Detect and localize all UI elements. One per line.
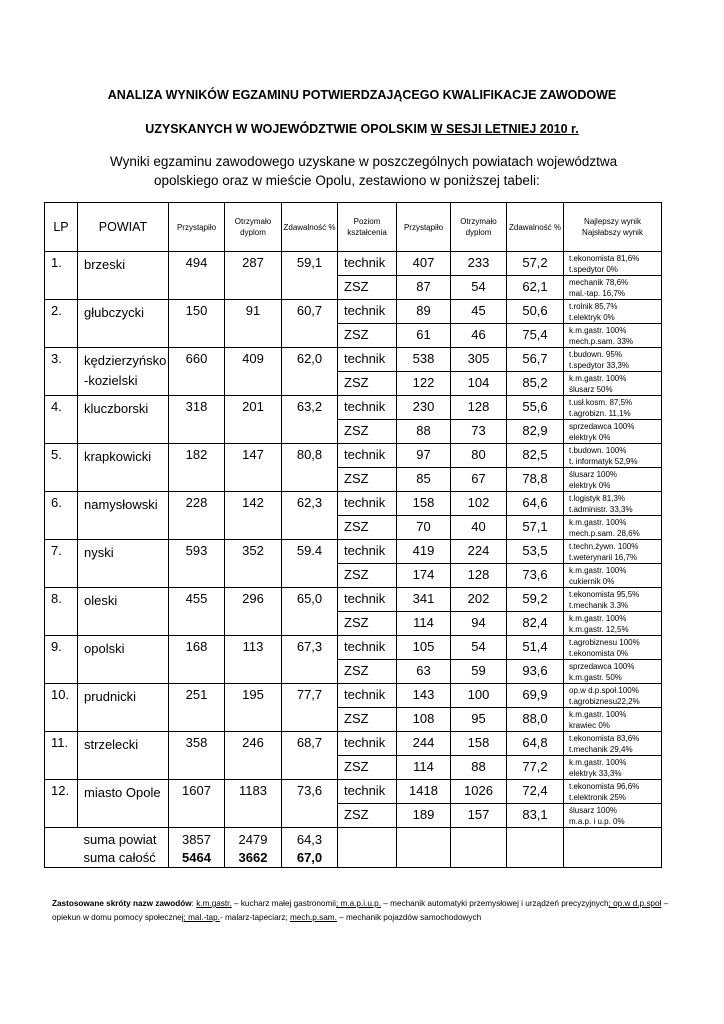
table-row: [45, 732, 662, 756]
header-przystapilo-2: Przystąpiło: [397, 203, 451, 252]
row-przystapilo: 182: [169, 444, 225, 492]
level-przystapilo: 143: [397, 684, 451, 708]
level-zdawalnosc: 82,9: [507, 420, 564, 444]
level-cell: ZSZ: [338, 708, 397, 732]
results-table: [44, 202, 662, 868]
level-cell: technik: [338, 540, 397, 564]
abbr-mechpsam: mech.p.sam.: [290, 913, 337, 922]
row-zdawalnosc: 67,3: [282, 636, 338, 684]
row-otrzymalo: 1183: [225, 780, 282, 828]
summary-otrzymalo: 2479 3662: [225, 828, 282, 868]
best-worst-result: op.w d.p.społ.100% t.agrobiznesu22,2%: [564, 684, 662, 708]
abbr-kmgastr: k.m.gastr.: [196, 899, 232, 908]
table-row: [45, 636, 662, 660]
level-zdawalnosc: 88,0: [507, 708, 564, 732]
best-worst-result: t.usł.kosm. 87,5% t.agrobizn. 11,1%: [564, 396, 662, 420]
row-powiat: miasto Opole: [78, 780, 169, 828]
level-zdawalnosc: 85,2: [507, 372, 564, 396]
level-zdawalnosc: 75,4: [507, 324, 564, 348]
level-cell: technik: [338, 636, 397, 660]
abbr-maltap: ; mal.-tap.: [183, 913, 220, 922]
row-przystapilo: 168: [169, 636, 225, 684]
level-otrzymalo: 128: [451, 396, 507, 420]
row-powiat: brzeski: [78, 252, 169, 300]
row-powiat: nyski: [78, 540, 169, 588]
level-otrzymalo: 88: [451, 756, 507, 780]
level-otrzymalo: 80: [451, 444, 507, 468]
row-zdawalnosc: 59.4: [282, 540, 338, 588]
row-otrzymalo: 352: [225, 540, 282, 588]
level-zdawalnosc: 82,5: [507, 444, 564, 468]
level-przystapilo: 88: [397, 420, 451, 444]
level-cell: technik: [338, 300, 397, 324]
best-worst-result: k.m.gastr. 100% krawiec 0%: [564, 708, 662, 732]
best-worst-result: sprzedawca 100% elektryk 0%: [564, 420, 662, 444]
level-przystapilo: 85: [397, 468, 451, 492]
level-otrzymalo: 128: [451, 564, 507, 588]
table-row: [45, 684, 662, 708]
row-zdawalnosc: 62,0: [282, 348, 338, 396]
footnote-text-1: :: [191, 899, 197, 908]
level-przystapilo: 97: [397, 444, 451, 468]
row-przystapilo: 150: [169, 300, 225, 348]
header-zdawalnosc: Zdawalność %: [282, 203, 338, 252]
footnote-text-4: – opiekun w domu pomocy społecznej: [52, 899, 669, 922]
row-otrzymalo: 195: [225, 684, 282, 732]
abbr-opwdpspol: ; op.w d.p.społ: [608, 899, 662, 908]
row-przystapilo: 228: [169, 492, 225, 540]
row-lp: 3.: [45, 348, 78, 396]
row-powiat: głubczycki: [78, 300, 169, 348]
level-cell: technik: [338, 684, 397, 708]
level-otrzymalo: 224: [451, 540, 507, 564]
best-worst-result: t.ekonomista 96,6% t.elektronik 25%: [564, 780, 662, 804]
level-przystapilo: 230: [397, 396, 451, 420]
level-cell: ZSZ: [338, 564, 397, 588]
best-worst-result: ślusarz 100% m.a.p. i u.p. 0%: [564, 804, 662, 828]
level-otrzymalo: 40: [451, 516, 507, 540]
table-row: [45, 540, 662, 564]
level-zdawalnosc: 50,6: [507, 300, 564, 324]
level-zdawalnosc: 69,9: [507, 684, 564, 708]
level-otrzymalo: 157: [451, 804, 507, 828]
row-powiat: kędzierzyńsko -kozielski: [78, 348, 169, 396]
row-zdawalnosc: 65,0: [282, 588, 338, 636]
level-cell: technik: [338, 444, 397, 468]
level-otrzymalo: 67: [451, 468, 507, 492]
row-otrzymalo: 147: [225, 444, 282, 492]
header-powiat: POWIAT: [78, 203, 169, 252]
level-cell: ZSZ: [338, 324, 397, 348]
best-worst-result: k.m.gastr. 100% mech.p.sam. 28,6%: [564, 516, 662, 540]
best-worst-result: t.ekonomista 95,5% t.mechanik 3.3%: [564, 588, 662, 612]
level-otrzymalo: 305: [451, 348, 507, 372]
header-zdawalnosc-2: Zdawalność %: [507, 203, 564, 252]
best-worst-result: t.rolnik 85,7% t.elektryk 0%: [564, 300, 662, 324]
intro-line-2: opolskiego oraz w mieście Opolu, zestawiono w poniższej tabeli:: [154, 173, 540, 188]
level-zdawalnosc: 55,6: [507, 396, 564, 420]
title-part-b: W SESJI LETNIEJ 2010 r.: [430, 122, 579, 136]
header-przystapilo: Przystąpiło: [169, 203, 225, 252]
summary-empty-1: [338, 828, 397, 868]
row-zdawalnosc: 77,7: [282, 684, 338, 732]
level-zdawalnosc: 53,5: [507, 540, 564, 564]
level-cell: ZSZ: [338, 276, 397, 300]
row-lp: 2.: [45, 300, 78, 348]
level-zdawalnosc: 82,4: [507, 612, 564, 636]
level-przystapilo: 341: [397, 588, 451, 612]
row-zdawalnosc: 73,6: [282, 780, 338, 828]
level-otrzymalo: 158: [451, 732, 507, 756]
row-powiat: krapkowicki: [78, 444, 169, 492]
row-lp: 9.: [45, 636, 78, 684]
level-otrzymalo: 95: [451, 708, 507, 732]
level-cell: ZSZ: [338, 468, 397, 492]
level-cell: ZSZ: [338, 804, 397, 828]
table-row: [45, 588, 662, 612]
level-zdawalnosc: 64,8: [507, 732, 564, 756]
level-zdawalnosc: 57,1: [507, 516, 564, 540]
level-otrzymalo: 102: [451, 492, 507, 516]
best-worst-result: k.m.gastr. 100% k.m.gastr. 12,5%: [564, 612, 662, 636]
header-lp: LP: [45, 203, 78, 252]
row-lp: 8.: [45, 588, 78, 636]
level-przystapilo: 538: [397, 348, 451, 372]
row-powiat: prudnicki: [78, 684, 169, 732]
footnote-text-2: – kucharz małej gastronomii: [231, 899, 336, 908]
table-row: [45, 492, 662, 516]
best-worst-result: t.techn.żywn. 100% t.weterynarii 16,7%: [564, 540, 662, 564]
level-przystapilo: 419: [397, 540, 451, 564]
header-best: Najlepszy wynik Najsłabszy wynik: [564, 203, 662, 252]
footnote-text-5: - malarz-tapeciarz;: [219, 913, 291, 922]
row-powiat: strzelecki: [78, 732, 169, 780]
level-zdawalnosc: 51,4: [507, 636, 564, 660]
level-przystapilo: 189: [397, 804, 451, 828]
row-otrzymalo: 142: [225, 492, 282, 540]
row-powiat: kluczborski: [78, 396, 169, 444]
footnote-lead: Zastosowane skróty nazw zawodów: [52, 899, 192, 908]
row-powiat: oleski: [78, 588, 169, 636]
best-worst-result: k.m.gastr. 100% cukiernik 0%: [564, 564, 662, 588]
header-row: [45, 203, 662, 252]
row-zdawalnosc: 59,1: [282, 252, 338, 300]
row-lp: 4.: [45, 396, 78, 444]
row-zdawalnosc: 62,3: [282, 492, 338, 540]
level-otrzymalo: 233: [451, 252, 507, 276]
table-row: [45, 252, 662, 276]
row-zdawalnosc: 68,7: [282, 732, 338, 780]
level-otrzymalo: 100: [451, 684, 507, 708]
level-cell: technik: [338, 588, 397, 612]
level-zdawalnosc: 59,2: [507, 588, 564, 612]
row-lp: 11.: [45, 732, 78, 780]
document-title-line-1: ANALIZA WYNIKÓW EGZAMINU POTWIERDZAJĄCEGO KWALIFIKACJE ZAWODOWE: [107, 88, 617, 102]
summary-row: [45, 828, 662, 868]
table-row: [45, 444, 662, 468]
row-zdawalnosc: 60,7: [282, 300, 338, 348]
level-cell: technik: [338, 492, 397, 516]
row-lp: 10.: [45, 684, 78, 732]
summary-label-powiat: suma powiat: [83, 832, 157, 847]
summary-empty-4: [507, 828, 564, 868]
level-otrzymalo: 73: [451, 420, 507, 444]
best-worst-result: ślusarz 100% elektryk 0%: [564, 468, 662, 492]
level-przystapilo: 114: [397, 756, 451, 780]
best-worst-result: t.ekonomista 81,6% t.spedytor 0%: [564, 252, 662, 276]
level-zdawalnosc: 64,6: [507, 492, 564, 516]
row-powiat: opolski: [78, 636, 169, 684]
level-cell: technik: [338, 396, 397, 420]
row-otrzymalo: 113: [225, 636, 282, 684]
level-zdawalnosc: 56,7: [507, 348, 564, 372]
row-lp: 6.: [45, 492, 78, 540]
best-worst-result: t.ekonomista 83,6% t.mechanik 29,4%: [564, 732, 662, 756]
row-przystapilo: 593: [169, 540, 225, 588]
row-lp: 7.: [45, 540, 78, 588]
level-przystapilo: 63: [397, 660, 451, 684]
level-otrzymalo: 46: [451, 324, 507, 348]
row-lp: 12.: [45, 780, 78, 828]
level-przystapilo: 174: [397, 564, 451, 588]
summary-label: [78, 828, 169, 868]
best-worst-result: k.m.gastr. 100% mech.p.sam. 33%: [564, 324, 662, 348]
level-cell: ZSZ: [338, 420, 397, 444]
level-cell: ZSZ: [338, 660, 397, 684]
level-otrzymalo: 104: [451, 372, 507, 396]
best-worst-result: t.agrobiznesu 100% t.ekonomista 0%: [564, 636, 662, 660]
row-lp: 1.: [45, 252, 78, 300]
row-przystapilo: 494: [169, 252, 225, 300]
summary-empty-5: [564, 828, 662, 868]
row-otrzymalo: 246: [225, 732, 282, 780]
abbr-mapiup: ; m.a.p.i.u.p.: [335, 899, 382, 908]
intro-paragraph: [110, 152, 630, 190]
row-otrzymalo: 201: [225, 396, 282, 444]
best-worst-result: sprzedawca 100% k.m.gastr. 50%: [564, 660, 662, 684]
best-worst-result: k.m.gastr. 100% elektryk 33,3%: [564, 756, 662, 780]
title-part-a: UZYSKANYCH W WOJEWÓDZTWIE OPOLSKIM: [145, 122, 431, 136]
level-zdawalnosc: 57,2: [507, 252, 564, 276]
level-cell: ZSZ: [338, 612, 397, 636]
row-przystapilo: 318: [169, 396, 225, 444]
level-otrzymalo: 45: [451, 300, 507, 324]
level-cell: technik: [338, 348, 397, 372]
summary-label-calosc: suma całość: [83, 850, 156, 865]
level-zdawalnosc: 62,1: [507, 276, 564, 300]
footnote-text-6: – mechanik pojazdów samochodowych: [336, 913, 482, 922]
row-otrzymalo: 409: [225, 348, 282, 396]
level-przystapilo: 105: [397, 636, 451, 660]
level-przystapilo: 108: [397, 708, 451, 732]
best-worst-result: t.budown. 100% t. informatyk 52,9%: [564, 444, 662, 468]
best-worst-result: t.budown. 95% t.spedytor 33,3%: [564, 348, 662, 372]
footnote: [52, 897, 692, 925]
header-otrzymalo: Otrzymało dyplom: [225, 203, 282, 252]
row-zdawalnosc: 80,8: [282, 444, 338, 492]
level-otrzymalo: 94: [451, 612, 507, 636]
document-title-line-2: [0, 122, 724, 136]
row-otrzymalo: 91: [225, 300, 282, 348]
level-cell: technik: [338, 732, 397, 756]
row-powiat: namysłowski: [78, 492, 169, 540]
header-poziom: Poziom kształcenia: [338, 203, 397, 252]
level-cell: ZSZ: [338, 756, 397, 780]
level-zdawalnosc: 77,2: [507, 756, 564, 780]
level-przystapilo: 87: [397, 276, 451, 300]
summary-empty-3: [451, 828, 507, 868]
table-row: [45, 300, 662, 324]
level-otrzymalo: 202: [451, 588, 507, 612]
best-worst-result: t.logistyk 81,3% t.administr. 33,3%: [564, 492, 662, 516]
row-przystapilo: 358: [169, 732, 225, 780]
row-zdawalnosc: 63,2: [282, 396, 338, 444]
row-przystapilo: 1607: [169, 780, 225, 828]
level-przystapilo: 407: [397, 252, 451, 276]
level-otrzymalo: 54: [451, 276, 507, 300]
row-przystapilo: 455: [169, 588, 225, 636]
best-worst-result: mechanik 78,6% mal.-tap. 16,7%: [564, 276, 662, 300]
level-cell: technik: [338, 252, 397, 276]
footnote-text-3: – mechanik automatyki przemysłowej i urządzeń precyzyjnych: [381, 899, 609, 908]
summary-przystapilo: 3857 5464: [169, 828, 225, 868]
summary-lp: [45, 828, 78, 868]
level-zdawalnosc: 72,4: [507, 780, 564, 804]
level-przystapilo: 70: [397, 516, 451, 540]
level-przystapilo: 89: [397, 300, 451, 324]
level-przystapilo: 114: [397, 612, 451, 636]
level-zdawalnosc: 93,6: [507, 660, 564, 684]
level-cell: technik: [338, 780, 397, 804]
row-otrzymalo: 296: [225, 588, 282, 636]
intro-line-1: Wyniki egzaminu zawodowego uzyskane w poszczególnych powiatach województwa: [110, 154, 618, 169]
best-worst-result: k.m.gastr. 100% ślusarz 50%: [564, 372, 662, 396]
level-otrzymalo: 1026: [451, 780, 507, 804]
row-przystapilo: 660: [169, 348, 225, 396]
level-cell: ZSZ: [338, 516, 397, 540]
level-zdawalnosc: 83,1: [507, 804, 564, 828]
table-row: [45, 396, 662, 420]
table-row: [45, 348, 662, 372]
header-otrzymalo-2: Otrzymało dyplom: [451, 203, 507, 252]
level-cell: ZSZ: [338, 372, 397, 396]
level-przystapilo: 244: [397, 732, 451, 756]
level-przystapilo: 61: [397, 324, 451, 348]
level-przystapilo: 1418: [397, 780, 451, 804]
level-otrzymalo: 59: [451, 660, 507, 684]
row-otrzymalo: 287: [225, 252, 282, 300]
summary-empty-2: [397, 828, 451, 868]
level-przystapilo: 158: [397, 492, 451, 516]
row-lp: 5.: [45, 444, 78, 492]
level-otrzymalo: 54: [451, 636, 507, 660]
level-zdawalnosc: 78,8: [507, 468, 564, 492]
row-przystapilo: 251: [169, 684, 225, 732]
level-zdawalnosc: 73,6: [507, 564, 564, 588]
summary-zdawalnosc: 64,3 67,0: [282, 828, 338, 868]
table-row: [45, 780, 662, 804]
level-przystapilo: 122: [397, 372, 451, 396]
